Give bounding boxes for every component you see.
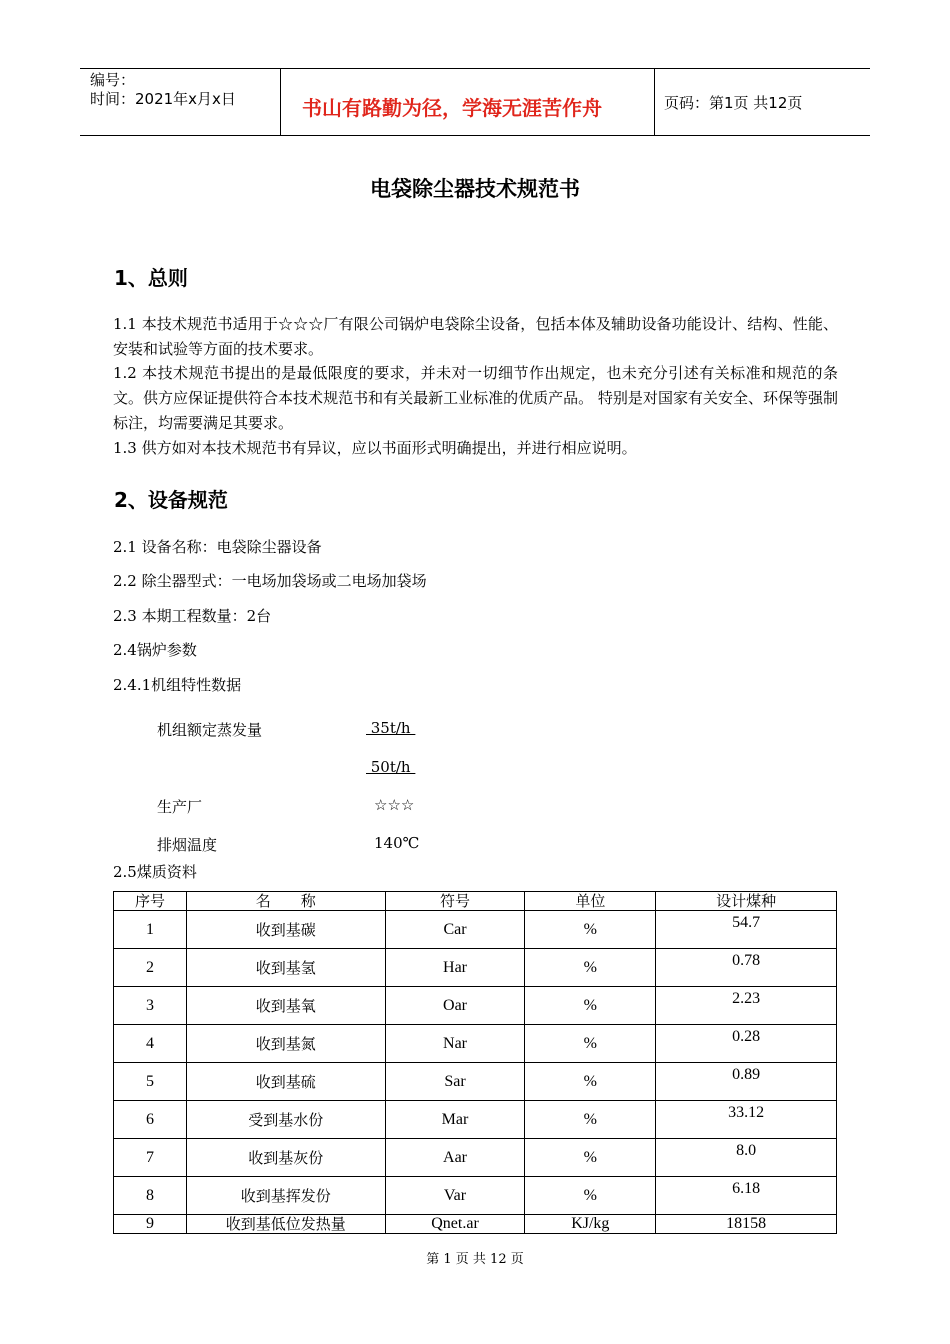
paragraph: 1.2 本技术规范书提出的是最低限度的要求，并未对一切细节作出规定，也未充分引述有关标准和规范的条文。供方应保证提供符合本技术规范书和有关最新工业标准的优质产品。 特别是对国家有关安全、环保等强制标注，均需要满足其要求。 — [113, 364, 838, 432]
item-unit: % — [525, 1101, 656, 1139]
row-index: 2 — [114, 949, 187, 987]
page-footer: 第 1 页 共 12 页 — [426, 1252, 524, 1267]
header-divider — [654, 68, 655, 136]
item-unit: % — [525, 1025, 656, 1063]
item-name: 收到基氮 — [186, 1025, 385, 1063]
item-symbol: Oar — [385, 987, 525, 1025]
table-header-row — [114, 892, 837, 911]
table-row — [114, 1139, 837, 1177]
doc-number-label: 编号： — [90, 71, 136, 89]
item-unit: % — [525, 1063, 656, 1101]
table-row — [114, 949, 837, 987]
item-name: 收到基氧 — [186, 987, 385, 1025]
header-motto: 书山有路勤为径，学海无涯苦作舟 — [302, 96, 602, 120]
item-unit: KJ/kg — [525, 1215, 656, 1234]
item-value: 18158 — [656, 1215, 837, 1234]
rated-steam-label: 机组额定蒸发量 — [157, 721, 263, 739]
column-header: 符号 — [385, 892, 525, 911]
table-row — [114, 911, 837, 949]
header-divider — [280, 68, 281, 136]
row-index: 9 — [114, 1215, 187, 1234]
item-symbol: Qnet.ar — [385, 1215, 525, 1234]
spec-line: 2.4锅炉参数 — [113, 641, 197, 659]
spec-line: 2.1 设备名称：电袋除尘器设备 — [113, 538, 322, 556]
exhaust-temp-label: 排烟温度 — [157, 836, 218, 854]
item-symbol: Mar — [385, 1101, 525, 1139]
item-symbol: Nar — [385, 1025, 525, 1063]
spec-line: 2.4.1机组特性数据 — [113, 676, 242, 694]
table-row — [114, 1177, 837, 1215]
item-symbol: Var — [385, 1177, 525, 1215]
section-heading: 2、设备规范 — [114, 488, 228, 512]
item-value: 0.89 — [656, 1063, 837, 1101]
section-heading: 1、总则 — [114, 266, 188, 290]
item-unit: % — [525, 949, 656, 987]
item-value: 2.23 — [656, 987, 837, 1025]
item-value: 6.18 — [656, 1177, 837, 1215]
item-unit: % — [525, 1177, 656, 1215]
column-header: 序号 — [114, 892, 187, 911]
item-name: 收到基低位发热量 — [186, 1215, 385, 1234]
header-bottom-rule — [80, 135, 870, 136]
table-row — [114, 1025, 837, 1063]
item-name: 收到基灰份 — [186, 1139, 385, 1177]
item-symbol: Har — [385, 949, 525, 987]
page-info: 页码：第1页 共12页 — [664, 94, 803, 112]
date-label: 时间：2021年x月x日 — [90, 90, 236, 108]
row-index: 8 — [114, 1177, 187, 1215]
item-value: 33.12 — [656, 1101, 837, 1139]
row-index: 7 — [114, 1139, 187, 1177]
manufacturer-value: ☆☆☆ — [374, 796, 415, 814]
table-row — [114, 1101, 837, 1139]
row-index: 1 — [114, 911, 187, 949]
item-symbol: Aar — [385, 1139, 525, 1177]
row-index: 3 — [114, 987, 187, 1025]
item-value: 0.78 — [656, 949, 837, 987]
item-unit: % — [525, 987, 656, 1025]
item-name: 受到基水份 — [186, 1101, 385, 1139]
paragraph: 1.1 本技术规范书适用于☆☆☆厂有限公司锅炉电袋除尘设备，包括本体及辅助设备功能设计、结构、性能、安装和试验等方面的技术要求。 — [113, 315, 838, 358]
document-title: 电袋除尘器技术规范书 — [370, 177, 580, 201]
item-name: 收到基碳 — [186, 911, 385, 949]
item-value: 0.28 — [656, 1025, 837, 1063]
item-unit: % — [525, 1139, 656, 1177]
table-row — [114, 987, 837, 1025]
item-value: 54.7 — [656, 911, 837, 949]
table-row — [114, 1215, 837, 1234]
spec-line: 2.2 除尘器型式：一电场加袋场或二电场加袋场 — [113, 572, 427, 590]
row-index: 4 — [114, 1025, 187, 1063]
column-header: 设计煤种 — [656, 892, 837, 911]
rated-steam-value: 50t/h — [366, 758, 416, 776]
paragraph: 1.3 供方如对本技术规范书有异议，应以书面形式明确提出，并进行相应说明。 — [113, 439, 637, 457]
table-row — [114, 1063, 837, 1101]
item-symbol: Sar — [385, 1063, 525, 1101]
coal-data-title: 2.5煤质资料 — [113, 863, 197, 881]
item-name: 收到基硫 — [186, 1063, 385, 1101]
column-header: 单位 — [525, 892, 656, 911]
rated-steam-value: 35t/h — [366, 719, 416, 737]
item-name: 收到基挥发份 — [186, 1177, 385, 1215]
item-name: 收到基氢 — [186, 949, 385, 987]
coal-quality-table — [113, 891, 837, 1234]
item-unit: % — [525, 911, 656, 949]
spec-line: 2.3 本期工程数量：2台 — [113, 607, 272, 625]
column-header: 名 称 — [186, 892, 385, 911]
manufacturer-label: 生产厂 — [157, 798, 203, 816]
row-index: 5 — [114, 1063, 187, 1101]
header-top-rule — [80, 68, 870, 69]
row-index: 6 — [114, 1101, 187, 1139]
item-symbol: Car — [385, 911, 525, 949]
item-value: 8.0 — [656, 1139, 837, 1177]
exhaust-temp-value: 140℃ — [374, 834, 420, 852]
